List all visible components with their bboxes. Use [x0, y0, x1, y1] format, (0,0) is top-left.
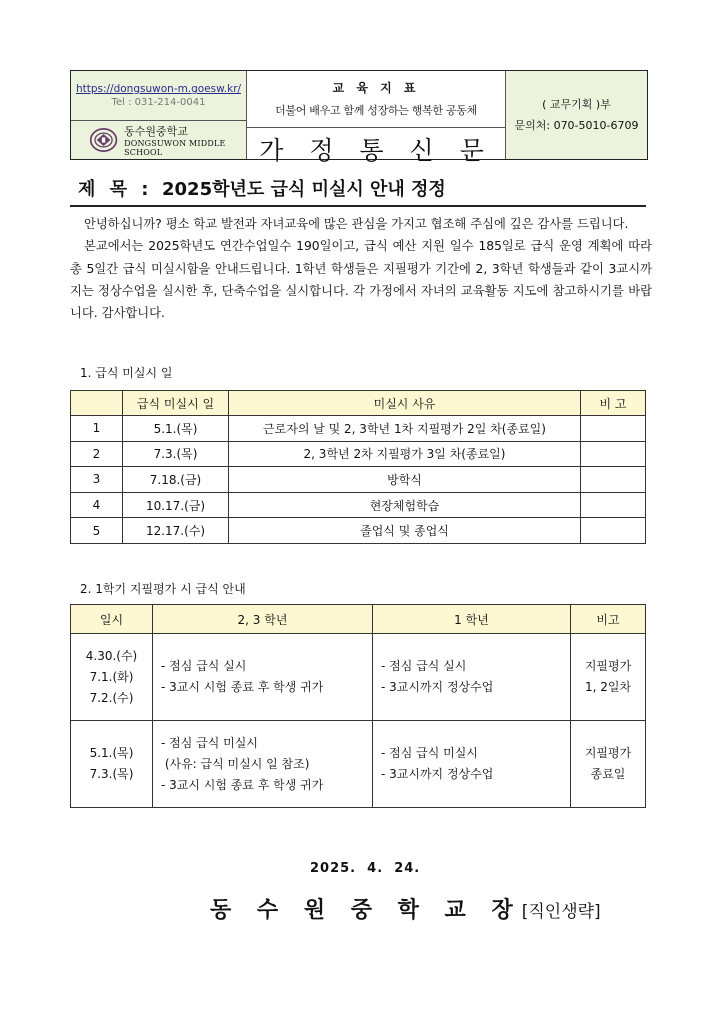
- grade1-line: - 점심 급식 미실시: [381, 746, 478, 760]
- header-grade1: 1 학년: [373, 605, 571, 634]
- issue-date: 2025. 4. 24.: [310, 861, 421, 876]
- row-no: 2: [71, 441, 123, 467]
- row-reason: 2, 3학년 2차 지필평가 3일 차(종료일): [229, 441, 581, 467]
- header-date: 일시: [71, 605, 153, 634]
- no-meal-days-table: [70, 390, 646, 544]
- section2-label: 2. 1학기 지필평가 시 급식 안내: [80, 582, 246, 596]
- row-date: 12.17.(수): [123, 518, 229, 544]
- row-no: 5: [71, 518, 123, 544]
- grade23-line: (사유: 급식 미실시 일 참조): [161, 756, 310, 771]
- subject-text: 2025학년도 급식 미실시 안내 정정: [162, 179, 446, 200]
- date-line: 4.30.(수): [85, 648, 138, 663]
- header-grade23: 2, 3 학년: [153, 605, 373, 634]
- table-row: [71, 518, 646, 544]
- grade1-line: - 점심 급식 실시: [381, 659, 467, 673]
- row-note: [581, 467, 646, 493]
- subject-label: 제 목 :: [78, 179, 153, 200]
- row-grade23: [153, 721, 373, 808]
- row-date: 7.18.(금): [123, 467, 229, 493]
- letter-body: [70, 213, 652, 324]
- table-row: [71, 467, 646, 493]
- row-reason: 현장체험학습: [229, 492, 581, 518]
- school-name-english: DONGSUWON MIDDLE SCHOOL: [124, 139, 226, 157]
- contact-number: 문의처: 070-5010-6709: [514, 119, 639, 132]
- row-no: 1: [71, 416, 123, 442]
- table-row: [71, 492, 646, 518]
- table-header-row: [71, 391, 646, 416]
- date-line: 7.3.(목): [89, 767, 134, 781]
- table-row: [71, 441, 646, 467]
- contact-cell: [71, 71, 247, 121]
- row-dates: [71, 634, 153, 721]
- row-note: [581, 492, 646, 518]
- seal-omitted-note: [직인생략]: [521, 902, 601, 922]
- education-goal-text: 더불어 배우고 함께 성장하는 행복한 공동체: [275, 104, 477, 117]
- school-emblem-icon: [89, 125, 118, 155]
- row-note: [581, 441, 646, 467]
- education-goal-title: 교 육 지 표: [332, 81, 420, 95]
- table-row: [71, 721, 646, 808]
- grade23-line: - 점심 급식 미실시: [161, 735, 258, 750]
- notice-paragraph: 본교에서는 2025학년도 연간수업일수 190일이고, 급식 예산 지원 일수 185일로 급식 운영 계획에 따라 총 5일간 급식 미실시함을 안내드립니다. 1학년 학생들은 지필평가 기간에 2, 3학년 학생들과 같이 3교시까지는 정상수업을 실시한 후, 단축수업을 실시합니다. 각 가정에서 자녀의 교육활동 지도에 참고하시기를 바랍니다. 감사합니다.: [70, 239, 652, 321]
- row-date: 5.1.(목): [123, 416, 229, 442]
- row-date: 10.17.(금): [123, 492, 229, 518]
- row-grade1: [373, 634, 571, 721]
- header-no: [71, 391, 123, 416]
- row-note: [571, 634, 646, 721]
- greeting-paragraph: 안녕하십니까? 평소 학교 발전과 자녀교육에 많은 관심을 가지고 협조해 주심에 깊은 감사를 드립니다.: [84, 217, 629, 231]
- principal-title: 동 수 원 중 학 교 장: [210, 898, 522, 923]
- note-line: 종료일: [590, 767, 626, 781]
- row-note: [581, 518, 646, 544]
- grade1-line: - 3교시까지 정상수업: [381, 767, 494, 781]
- row-grade23: [153, 634, 373, 721]
- school-name-korean: 동수원중학교: [124, 125, 188, 138]
- grade23-line: - 3교시 시험 종료 후 학생 귀가: [161, 680, 324, 694]
- date-line: 7.1.(화): [89, 669, 134, 684]
- row-reason: 졸업식 및 종업식: [229, 518, 581, 544]
- row-no: 3: [71, 467, 123, 493]
- section1-label: 1. 급식 미실시 일: [80, 366, 173, 380]
- header-divider: [247, 127, 505, 128]
- row-note: [581, 416, 646, 442]
- header-reason: 미실시 사유: [229, 391, 581, 416]
- row-date: 7.3.(목): [123, 441, 229, 467]
- goal-cell: [247, 71, 506, 165]
- date-line: 5.1.(목): [89, 746, 134, 760]
- row-grade1: [373, 721, 571, 808]
- row-note: [571, 721, 646, 808]
- note-line: 1, 2일차: [584, 680, 632, 694]
- row-no: 4: [71, 492, 123, 518]
- header-note: 비고: [571, 605, 646, 634]
- school-cell: [71, 121, 247, 159]
- header-note: 비 고: [581, 391, 646, 416]
- grade23-line: - 3교시 시험 종료 후 학생 귀가: [161, 777, 324, 792]
- letterhead: [70, 70, 648, 165]
- row-reason: 근로자의 날 및 2, 3학년 1차 지필평가 2일 차(종료일): [229, 416, 581, 442]
- grade23-line: - 점심 급식 실시: [161, 659, 247, 673]
- school-url-link[interactable]: https://dongsuwon-m.goesw.kr/: [75, 83, 242, 95]
- grade1-line: - 3교시까지 정상수업: [381, 680, 494, 694]
- table-row: [71, 634, 646, 721]
- department-cell: [506, 71, 647, 159]
- subject-line: [70, 171, 646, 207]
- exam-meal-table: [70, 604, 646, 808]
- department-name: ( 교무기획 )부: [542, 98, 611, 111]
- table-row: [71, 416, 646, 442]
- date-line: 7.2.(수): [89, 690, 134, 705]
- principal-signature: [210, 893, 601, 924]
- school-phone: Tel : 031-214-0041: [111, 97, 206, 108]
- row-dates: [71, 721, 153, 808]
- note-line: 지필평가: [584, 746, 632, 760]
- header-date: 급식 미실시 일: [123, 391, 229, 416]
- document-title: 가 정 통 신 문: [259, 136, 493, 165]
- note-line: 지필평가: [584, 659, 632, 673]
- table-header-row: [71, 605, 646, 634]
- row-reason: 방학식: [229, 467, 581, 493]
